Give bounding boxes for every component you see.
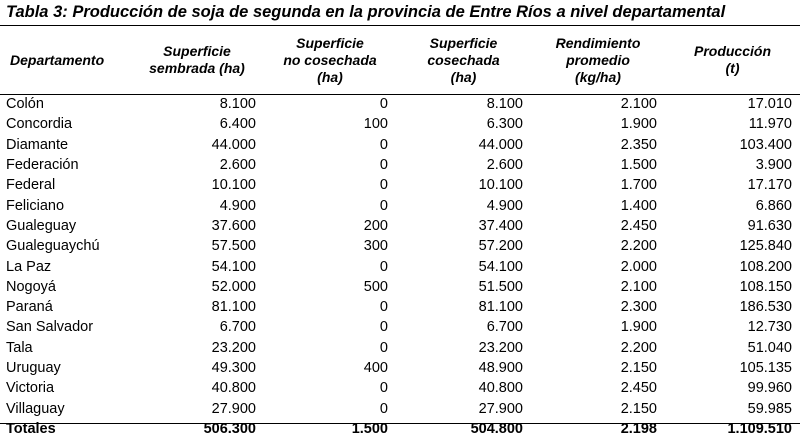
cell-rendimiento: 2.450 (620, 380, 657, 397)
totals-row (0, 419, 800, 440)
cell-sembrada: 40.800 (211, 380, 256, 397)
cell-no-cosechada: 0 (379, 197, 388, 214)
cell-no-cosechada: 0 (379, 157, 388, 174)
cell-produccion: 12.730 (747, 319, 792, 336)
table-row (0, 236, 800, 256)
cell-no-cosechada: 0 (379, 380, 388, 397)
table-row (0, 297, 800, 317)
cell-no-cosechada: 0 (379, 299, 388, 316)
cell-no-cosechada: 0 (379, 319, 388, 336)
header-row (0, 26, 800, 94)
cell-produccion: 108.200 (739, 258, 792, 275)
cell-sembrada: 27.900 (211, 400, 256, 417)
table-row (0, 135, 800, 155)
cell-sembrada: 44.000 (211, 136, 256, 153)
cell-rendimiento: 2.100 (620, 96, 657, 113)
cell-no-cosechada: 0 (379, 258, 388, 275)
cell-rendimiento: 1.700 (620, 177, 657, 194)
cell-departamento: Concordia (6, 116, 73, 133)
header-sembrada-line2: sembrada (ha) (149, 60, 245, 76)
cell-cosechada: 2.600 (486, 157, 523, 174)
cell-departamento: Gualeguay (6, 217, 77, 234)
header-produccion-line1: Producción (693, 43, 771, 59)
cell-rendimiento: 2.000 (620, 258, 657, 275)
cell-sembrada: 6.700 (219, 319, 256, 336)
header-rendimiento-line2: promedio (566, 51, 630, 68)
cell-produccion: 99.960 (747, 380, 792, 397)
cell-no-cosechada: 0 (379, 339, 388, 356)
cell-rendimiento: 2.200 (620, 238, 657, 255)
cell-rendimiento: 1.400 (620, 197, 657, 214)
totals-cosechada: 504.800 (470, 421, 523, 438)
cell-sembrada: 54.100 (211, 258, 256, 275)
cell-sembrada: 10.100 (211, 177, 256, 194)
cell-departamento: Paraná (6, 299, 53, 316)
cell-sembrada: 52.000 (211, 278, 256, 295)
totals-label: Totales (6, 421, 56, 438)
cell-produccion: 17.170 (747, 177, 792, 194)
cell-sembrada: 57.500 (211, 238, 256, 255)
header-produccion (665, 26, 800, 94)
cell-departamento: Diamante (6, 136, 69, 153)
cell-cosechada: 8.100 (486, 96, 523, 113)
cell-produccion: 186.530 (739, 299, 792, 316)
cell-sembrada: 8.100 (219, 96, 256, 113)
cell-no-cosechada: 0 (379, 400, 388, 417)
table-row (0, 256, 800, 276)
cell-sembrada: 37.600 (211, 217, 256, 234)
cell-departamento: Feliciano (6, 197, 65, 214)
cell-departamento: Villaguay (6, 400, 65, 417)
cell-rendimiento: 2.200 (620, 339, 657, 356)
table-row (0, 317, 800, 337)
cell-cosechada: 6.300 (486, 116, 523, 133)
header-sembrada-line1: Superficie (163, 43, 231, 59)
cell-produccion: 6.860 (755, 197, 792, 214)
totals-rendimiento: 2.198 (620, 421, 657, 438)
cell-cosechada: 6.700 (486, 319, 523, 336)
cell-cosechada: 51.500 (478, 278, 523, 295)
header-rendimiento (531, 26, 665, 94)
cell-cosechada: 44.000 (478, 136, 523, 153)
cell-sembrada: 23.200 (211, 339, 256, 356)
cell-departamento: Federación (6, 157, 79, 174)
cell-cosechada: 54.100 (478, 258, 523, 275)
cell-departamento: Gualeguaychú (6, 238, 100, 255)
cell-cosechada: 37.400 (478, 217, 523, 234)
cell-cosechada: 27.900 (478, 400, 523, 417)
cell-departamento: Colón (6, 96, 44, 113)
header-produccion-line2: (t) (725, 60, 740, 76)
table-row (0, 277, 800, 297)
table-row (0, 216, 800, 236)
cell-cosechada: 40.800 (478, 380, 523, 397)
header-cosechada-line3: (ha) (450, 68, 477, 85)
totals-no-cosechada: 1.500 (351, 421, 388, 438)
table-row (0, 358, 800, 378)
cell-produccion: 59.985 (747, 400, 792, 417)
cell-sembrada: 2.600 (219, 157, 256, 174)
header-cosechada (396, 26, 531, 94)
table-row (0, 155, 800, 175)
cell-produccion: 108.150 (739, 278, 792, 295)
totals-produccion: 1.109.510 (727, 421, 792, 438)
cell-sembrada: 49.300 (211, 360, 256, 376)
table-row (0, 398, 800, 418)
cell-rendimiento: 2.150 (620, 400, 657, 417)
header-rendimiento-line1: Rendimiento (555, 34, 641, 51)
cell-departamento: La Paz (6, 258, 52, 275)
cell-sembrada: 4.900 (219, 197, 256, 214)
cell-cosechada: 23.200 (478, 339, 523, 356)
cell-departamento: San Salvador (6, 319, 94, 336)
table-row (0, 175, 800, 195)
cell-produccion: 125.840 (739, 238, 792, 255)
cell-departamento: Tala (6, 339, 33, 356)
header-cosechada-line2: cosechada (427, 51, 500, 68)
cell-sembrada: 6.400 (219, 116, 256, 133)
cell-rendimiento: 1.500 (620, 157, 657, 174)
cell-no-cosechada: 200 (363, 217, 388, 234)
table-row (0, 195, 800, 215)
table-header (0, 26, 800, 94)
cell-produccion: 105.135 (739, 360, 792, 376)
table-title: Tabla 3: Producción de soja de segunda en la provincia de Entre Ríos a nivel departamental (6, 3, 726, 21)
header-departamento (0, 26, 130, 94)
cell-produccion: 11.970 (748, 116, 792, 133)
table-row (0, 338, 800, 358)
totals-sembrada: 506.300 (203, 421, 256, 438)
table-row (0, 114, 800, 134)
cell-cosechada: 10.100 (478, 177, 523, 194)
cell-produccion: 17.010 (747, 96, 792, 113)
cell-produccion: 91.630 (747, 217, 792, 234)
cell-produccion: 103.400 (739, 136, 792, 153)
cell-no-cosechada: 500 (363, 278, 388, 295)
cell-no-cosechada: 0 (379, 136, 388, 153)
cell-produccion: 51.040 (747, 339, 792, 356)
header-no-cosechada (264, 26, 396, 94)
header-no-cosechada-line3: (ha) (317, 68, 343, 85)
cell-no-cosechada: 300 (363, 238, 388, 255)
header-no-cosechada-line2: no cosechada (283, 51, 377, 68)
cell-no-cosechada: 0 (379, 177, 388, 194)
cell-departamento: Federal (6, 177, 56, 194)
cell-cosechada: 48.900 (478, 360, 523, 376)
cell-departamento: Uruguay (6, 360, 61, 376)
header-no-cosechada-line1: Superficie (296, 34, 364, 51)
cell-rendimiento: 2.450 (620, 217, 657, 234)
cell-no-cosechada: 100 (363, 116, 388, 133)
cell-rendimiento: 2.150 (620, 360, 657, 376)
header-rendimiento-line3: (kg/ha) (575, 68, 621, 85)
cell-cosechada: 4.900 (486, 197, 523, 214)
cell-cosechada: 57.200 (478, 238, 523, 255)
cell-produccion: 3.900 (755, 157, 792, 174)
table-row (0, 378, 800, 398)
cell-cosechada: 81.100 (478, 299, 523, 316)
table-row (0, 94, 800, 114)
cell-sembrada: 81.100 (211, 299, 256, 316)
cell-no-cosechada: 400 (363, 360, 388, 376)
cell-rendimiento: 1.900 (620, 116, 657, 133)
cell-no-cosechada: 0 (379, 96, 388, 113)
cell-rendimiento: 2.100 (620, 278, 657, 295)
header-departamento-label: Departamento (10, 51, 105, 68)
cell-departamento: Victoria (6, 380, 55, 397)
cell-rendimiento: 1.900 (620, 319, 657, 336)
header-sembrada (130, 26, 264, 94)
production-table (0, 26, 800, 440)
cell-rendimiento: 2.350 (620, 136, 657, 153)
header-cosechada-line1: Superficie (429, 34, 498, 51)
cell-rendimiento: 2.300 (620, 299, 657, 316)
table-body (0, 94, 800, 440)
cell-departamento: Nogoyá (6, 278, 56, 295)
